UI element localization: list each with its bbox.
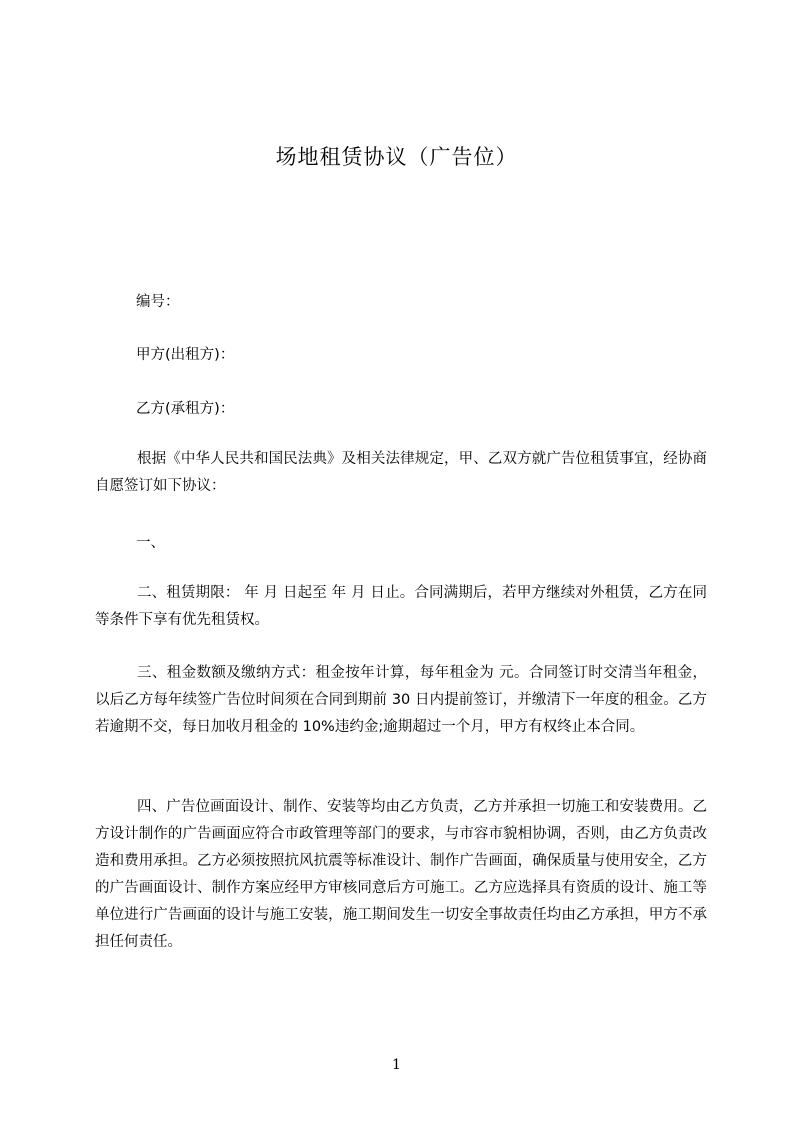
page-number: 1	[392, 1057, 401, 1073]
document-title: 场地租赁协议（广告位）	[275, 145, 518, 169]
party-a-field: 甲方(出租方)：	[136, 347, 235, 363]
party-b-field: 乙方(承租方)：	[136, 401, 235, 417]
clause-three-paragraph: 三、租金数额及缴纳方式：租金按年计算，每年租金为 元。合同签订时交清当年租金，以后乙方每年续签广告位时间须在合同到期前 30 日内提前签订，并缴清下一年度的租金。乙方若逾期不交，每日加收月租金的 10%违约金;逾期超过一个月，甲方有权终止本合同。	[95, 665, 707, 735]
clause-four-paragraph: 四、广告位画面设计、制作、安装等均由乙方负责，乙方并承担一切施工和安装费用。乙方设计制作的广告画面应符合市政管理等部门的要求，与市容市貌相协调，否则，由乙方负责改造和费用承担。乙方必须按照抗风抗震等标准设计、制作广告画面，确保质量与使用安全，乙方的广告画面设计、制作方案应经甲方审核同意后方可施工。乙方应选择具有资质的设计、施工等单位进行广告画面的设计与施工安装，施工期间发生一切安全事故责任均由乙方承担，甲方不承担任何责任。	[95, 799, 707, 950]
clause-two-paragraph: 二、租赁期限： 年 月 日起至 年 月 日止。合同满期后，若甲方继续对外租赁，乙方在同等条件下享有优先租赁权。	[95, 585, 707, 628]
contract-number-field: 编号：	[136, 294, 180, 310]
clause-one: 一、	[136, 535, 165, 551]
preamble-paragraph: 根据《中华人民共和国民法典》及相关法律规定，甲、乙双方就广告位租赁事宜，经协商自愿签订如下协议：	[95, 451, 707, 494]
